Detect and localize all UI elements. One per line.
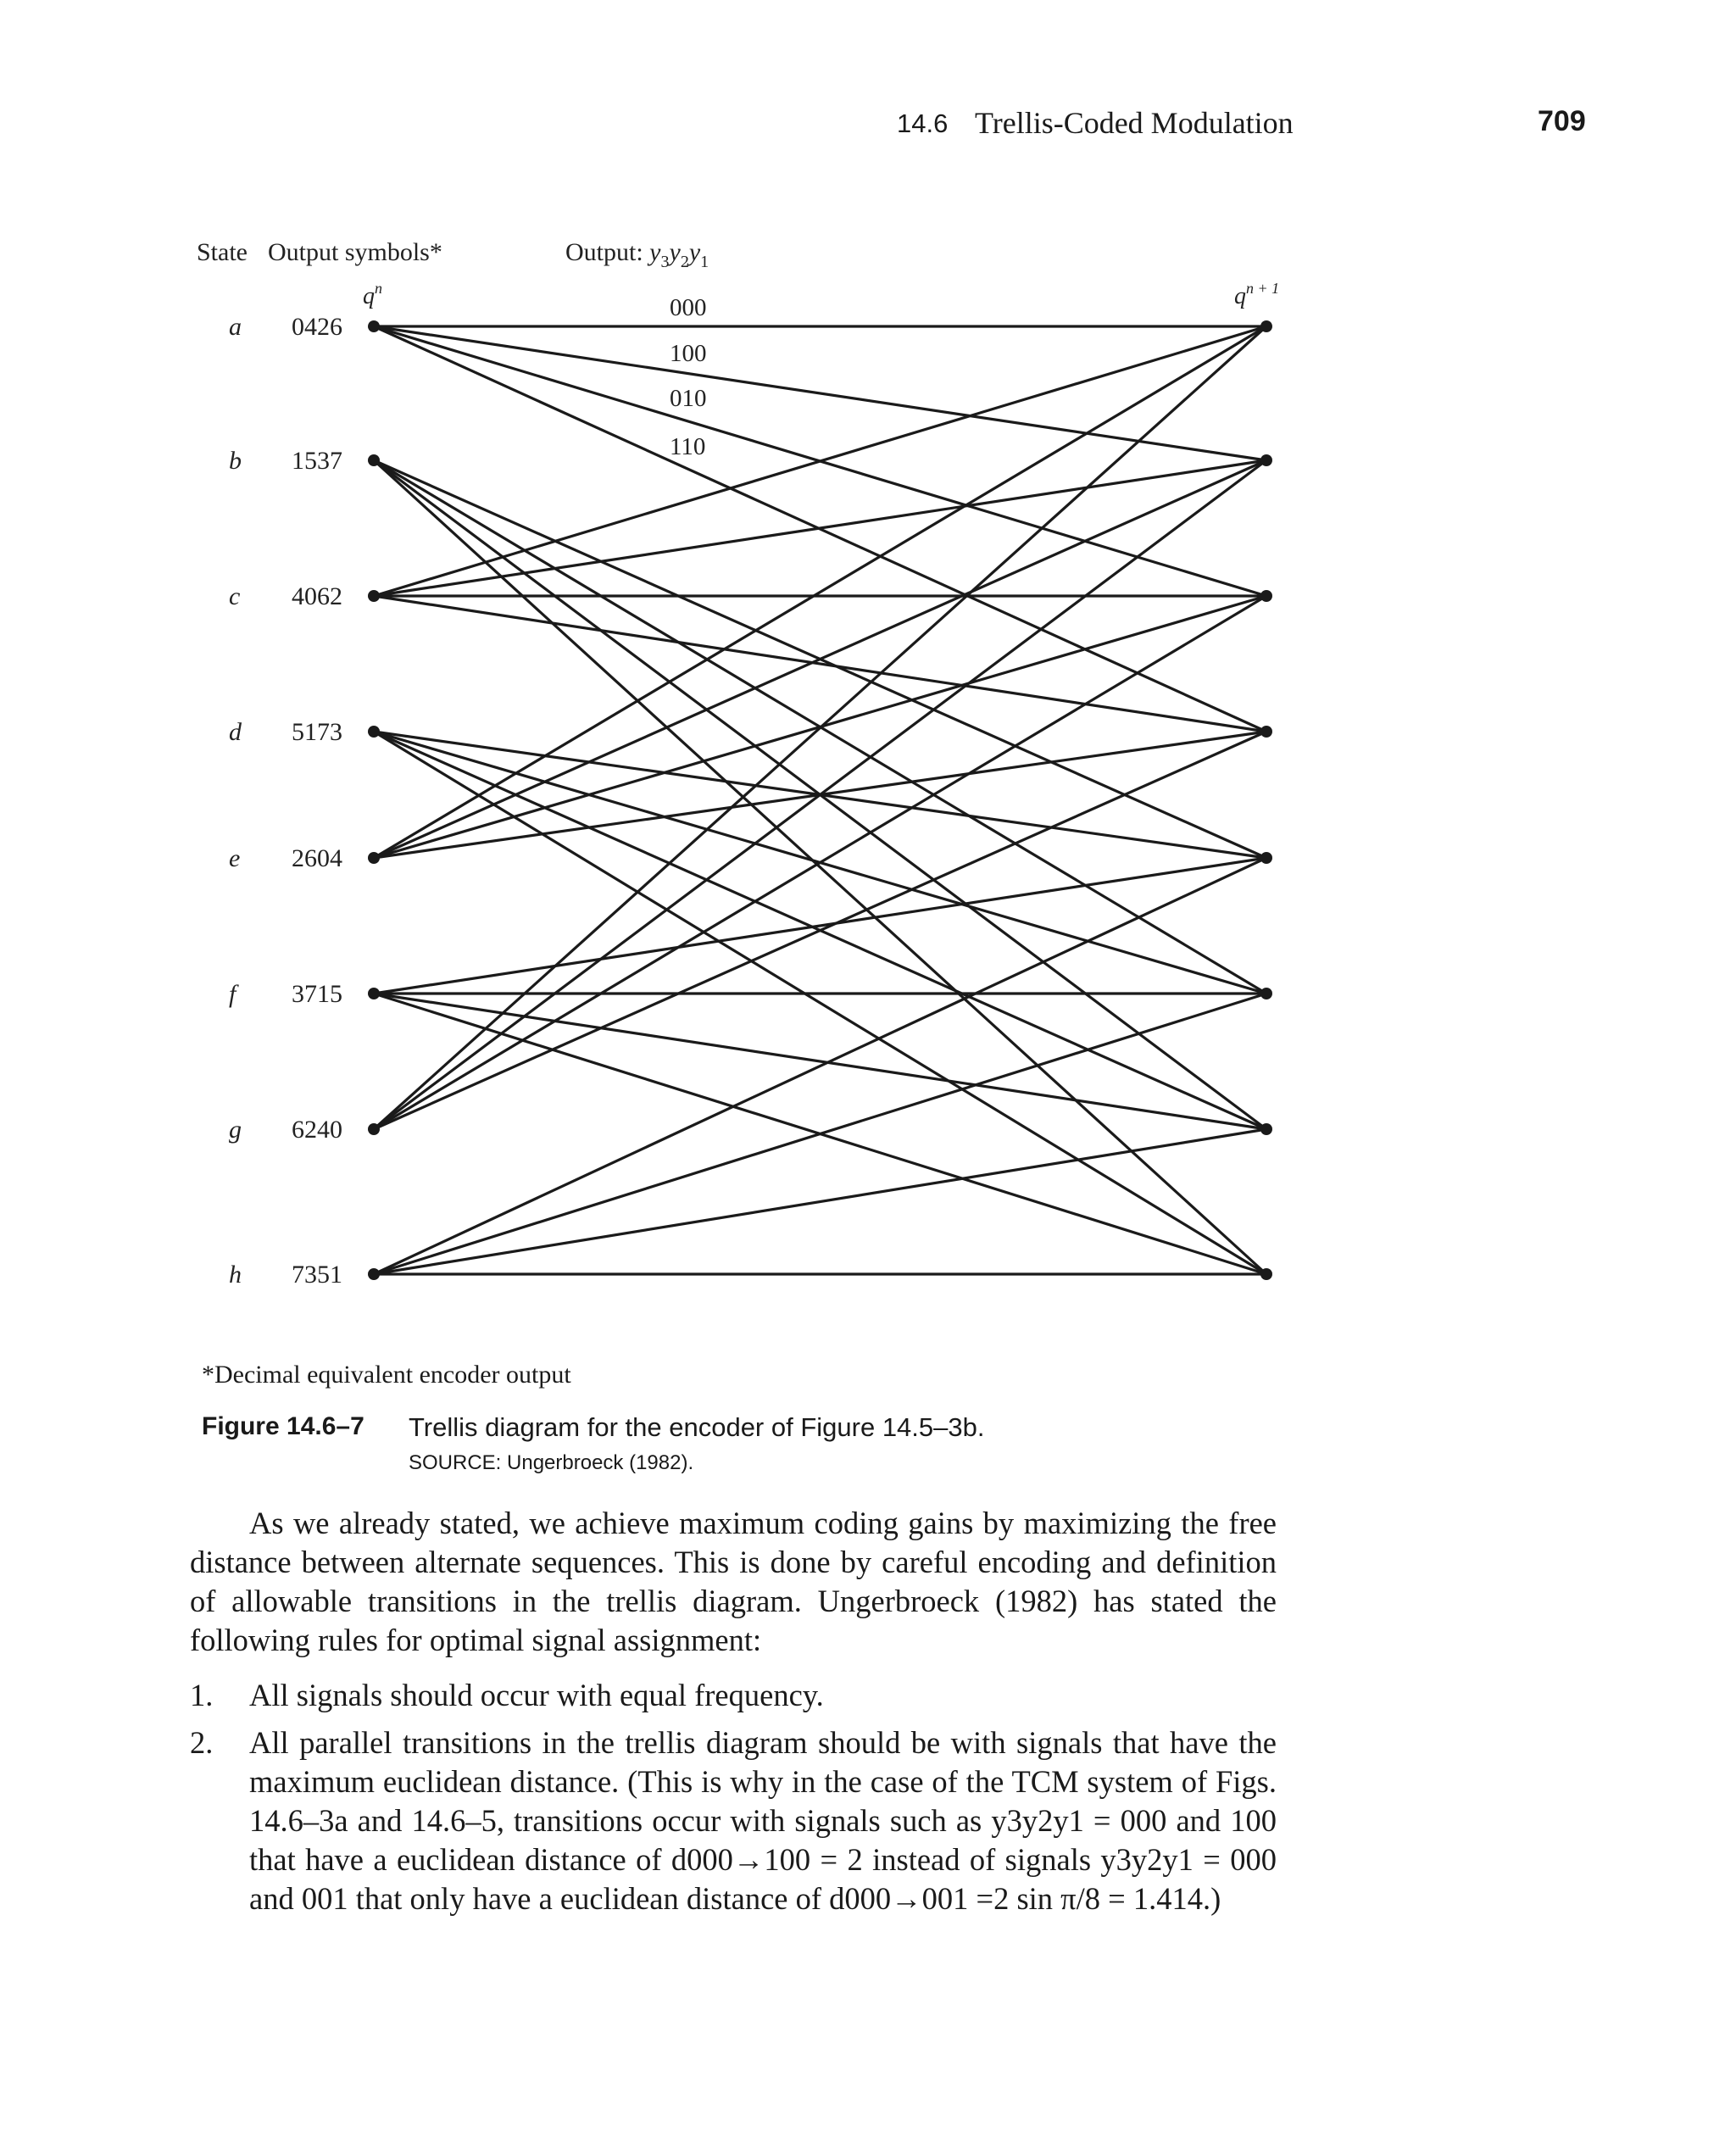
state-name: f xyxy=(229,980,236,1008)
transition-line xyxy=(374,326,1266,460)
section-number: 14.6 xyxy=(897,109,949,138)
branch-label: 100 xyxy=(670,340,707,367)
rules-list xyxy=(190,1676,1277,1927)
figure-source: SOURCE: Ungerbroeck (1982). xyxy=(409,1451,694,1474)
state-name: d xyxy=(229,718,242,746)
transition-line xyxy=(374,994,1266,1129)
list-item xyxy=(190,1676,1277,1715)
transition-line xyxy=(374,326,1266,858)
state-column-header: State xyxy=(197,238,248,266)
state-output-symbols: 7351 xyxy=(292,1261,342,1289)
transition-lines xyxy=(374,326,1266,1274)
transition-line xyxy=(374,858,1266,1274)
running-title: Trellis-Coded Modulation xyxy=(975,106,1294,140)
state-node-current xyxy=(368,988,380,999)
state-node-next xyxy=(1260,726,1272,738)
state-output-symbols: 6240 xyxy=(292,1116,342,1144)
state-node-next xyxy=(1260,1123,1272,1135)
q-n-plus-1-label: $q^{n + 1}$ xyxy=(1234,280,1280,309)
state-node-current xyxy=(368,590,380,602)
figure-caption: Trellis diagram for the encoder of Figure 14.5–3b. xyxy=(409,1412,985,1442)
state-output-symbols: 4062 xyxy=(292,582,342,610)
q-n-label: $q^n$ xyxy=(363,280,382,309)
diagram-footnote: *Decimal equivalent encoder output xyxy=(202,1361,571,1389)
state-output-symbols: 5173 xyxy=(292,718,342,746)
state-node-next xyxy=(1260,988,1272,999)
state-output-symbols: 3715 xyxy=(292,980,342,1008)
state-output-symbols: 2604 xyxy=(292,844,342,872)
branch-label: 010 xyxy=(670,385,707,412)
state-node-current xyxy=(368,320,380,332)
transition-line xyxy=(374,732,1266,1274)
list-item xyxy=(190,1723,1277,1918)
body-paragraph: As we already stated, we achieve maximum coding gains by maximizing the free distance between alternate sequences. This is done by careful encoding and definition of allowable transitions in the trellis diagram. Ungerbroeck (1982) has stated the following rules for optimal signal assignment: xyxy=(190,1506,1277,1657)
state-node-current xyxy=(368,454,380,466)
transition-line xyxy=(374,596,1266,732)
state-output-symbols: 1537 xyxy=(292,447,342,475)
list-item-number: 2. xyxy=(190,1725,214,1760)
state-node-current xyxy=(368,726,380,738)
output-symbols-column-header: Output symbols* xyxy=(268,238,442,266)
state-node-next xyxy=(1260,590,1272,602)
state-name: a xyxy=(229,313,242,341)
state-node-next xyxy=(1260,1268,1272,1280)
state-node-current xyxy=(368,852,380,864)
branch-label: 110 xyxy=(670,433,706,460)
state-node-current xyxy=(368,1123,380,1135)
page-number: 709 xyxy=(1538,105,1586,137)
state-node-current xyxy=(368,1268,380,1280)
state-name: b xyxy=(229,447,242,475)
list-item-text: All parallel transitions in the trellis diagram should be with signals that have the maximum euclidean distance. (This is why in the case of the TCM system of Figs. 14.6–3a and 14.6–5, transitions occur with signals such as y3y2y1 = 000 and 100 that have a euclidean distance of d000→100 = 2 instead of signals y3y2y1 = 000 and 001 that only have a euclidean distance of d000→001 =2 sin π/8 = 1.414.) xyxy=(249,1725,1277,1916)
state-name: g xyxy=(229,1116,242,1144)
transition-line xyxy=(374,460,1266,596)
transition-line xyxy=(374,596,1266,1129)
state-node-next xyxy=(1260,454,1272,466)
list-item-number: 1. xyxy=(190,1678,214,1712)
transition-line xyxy=(374,1129,1266,1274)
branch-labels xyxy=(670,294,707,460)
output-column-header: Output: $y_3y_2y_1$ xyxy=(565,238,709,271)
transition-line xyxy=(374,326,1266,1129)
transition-line xyxy=(374,858,1266,994)
state-labels xyxy=(229,313,342,1289)
list-item-text: All signals should occur with equal frequency. xyxy=(249,1678,824,1712)
state-node-next xyxy=(1260,852,1272,864)
branch-label: 000 xyxy=(670,294,707,321)
state-name: c xyxy=(229,582,241,610)
state-name: e xyxy=(229,844,241,872)
state-node-next xyxy=(1260,320,1272,332)
figure-label: Figure 14.6–7 xyxy=(202,1412,364,1440)
state-name: h xyxy=(229,1261,242,1289)
state-output-symbols: 0426 xyxy=(292,313,342,341)
